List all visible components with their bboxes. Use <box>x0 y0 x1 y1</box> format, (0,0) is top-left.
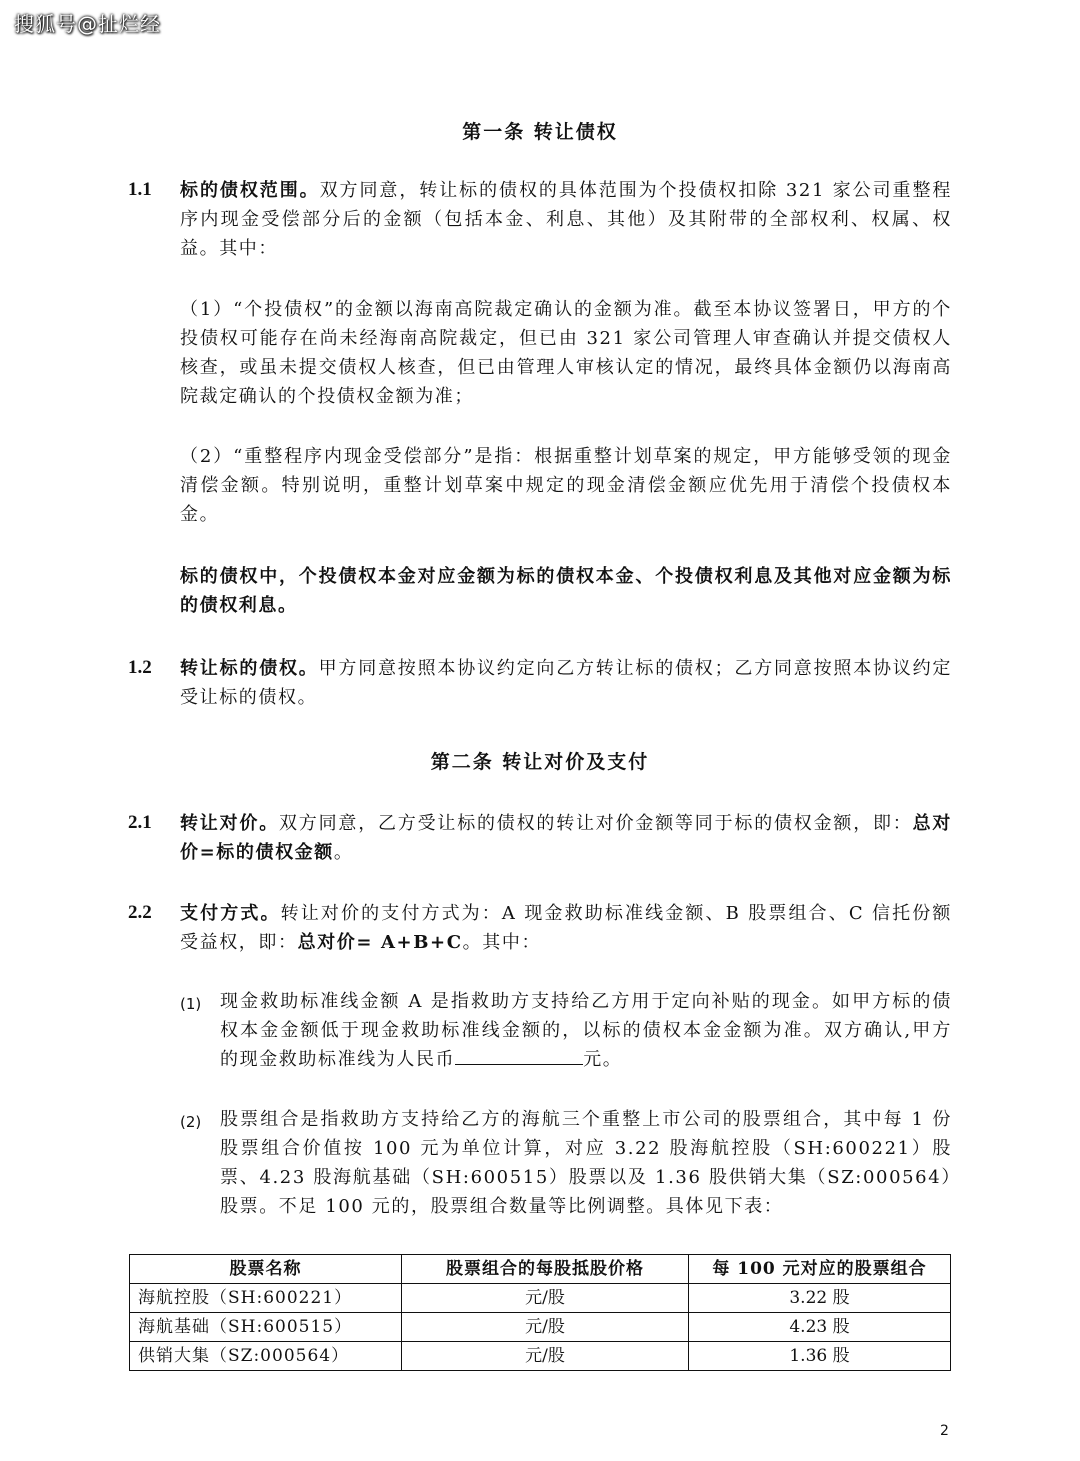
section-2-1-end: 。 <box>333 842 354 863</box>
sub-item-1-end: 元。 <box>583 1049 623 1070</box>
section-2-2-number: 2.2 <box>128 902 152 923</box>
stock-name-cell: 海航基础（SH:600515） <box>130 1313 402 1342</box>
sub-item-1-label: (1) <box>180 995 202 1013</box>
section-1-1-paragraph <box>180 176 952 263</box>
item-1-paragraph: （1）“个投债权”的金额以海南高院裁定确认的金额为准。截至本协议签署日，甲方的个投债权可能存在尚未经海南高院裁定，但已由 321 家公司管理人审查确认并提交债权人核查，或虽未提交债权人核查，但已由管理人审核认定的情况，最终具体金额仍以海南高院裁定确认的个投债权金额为准； <box>180 299 952 407</box>
stock-name-cell: 海航控股（SH:600221） <box>130 1284 402 1313</box>
sub-item-2-paragraph: 股票组合是指救助方支持给乙方的海航三个重整上市公司的股票组合，其中每 1 份股票组合价值按 100 元为单位计算，对应 3.22 股海航控股（SH:600221）股票、4.23 股海航基础（SH:600515）股票以及 1.36 股供销大集（SZ:000564）股票。不足 100 元的，股票组合数量等比例调整。具体见下表： <box>220 1109 952 1217</box>
stock-name-cell: 供销大集（SZ:000564） <box>130 1342 402 1371</box>
price-cell: 元/股 <box>402 1284 689 1313</box>
shares-cell: 4.23 股 <box>689 1313 951 1342</box>
table-row <box>130 1313 951 1342</box>
section-2-1-text: 双方同意，乙方受让标的债权的转让对价金额等同于标的债权金额，即： <box>279 813 913 834</box>
shares-cell: 1.36 股 <box>689 1342 951 1371</box>
section-2-1-lead: 转让对价。 <box>180 813 279 834</box>
section-2-2-formula: 总对价= A+B+C <box>297 932 463 953</box>
section-2-2-end: 。其中： <box>462 932 542 953</box>
bold-note-paragraph: 标的债权中，个投债权本金对应金额为标的债权本金、个投债权利息及其他对应金额为标的债权利息。 <box>180 566 952 616</box>
amount-blank-line <box>455 1046 583 1065</box>
page-number: 2 <box>940 1423 949 1439</box>
article-1-heading: 第一条 转让债权 <box>462 121 618 143</box>
section-2-1-number: 2.1 <box>128 812 152 833</box>
article-2-heading: 第二条 转让对价及支付 <box>430 751 650 773</box>
section-2-2-paragraph <box>180 899 952 957</box>
section-1-2-number: 1.2 <box>128 657 152 678</box>
section-1-2-lead: 转让标的债权。 <box>180 658 319 679</box>
section-2-2-text: 转让对价的支付方式为：A 现金救助标准线金额、B 股票组合、C 信托份额受益权，即： <box>180 903 953 953</box>
section-2-1-formula: 总对价=标的债权金额 <box>180 813 952 863</box>
table-header-row <box>130 1255 951 1284</box>
price-cell: 元/股 <box>402 1342 689 1371</box>
item-2-paragraph: （2）“重整程序内现金受偿部分”是指：根据重整计划草案的规定，甲方能够受领的现金清偿金额。特别说明，重整计划草案中规定的现金清偿金额应优先用于清偿个投债权本金。 <box>180 446 952 525</box>
sub-item-1-text: 现金救助标准线金额 A 是指救助方支持给乙方用于定向补贴的现金。如甲方标的债权本金金额低于现金救助标准线金额的，以标的债权本金金额为准。双方确认,甲方的现金救助标准线为人民币 <box>220 991 952 1070</box>
section-2-2-lead: 支付方式。 <box>180 903 281 924</box>
stock-combination-table <box>129 1254 951 1371</box>
table-row <box>130 1284 951 1313</box>
shares-cell: 3.22 股 <box>689 1284 951 1313</box>
table-header-cell: 股票名称 <box>130 1255 402 1284</box>
sub-item-2-label: (2) <box>180 1113 202 1131</box>
section-2-1-paragraph <box>180 809 952 867</box>
section-1-2-paragraph <box>180 654 952 712</box>
table-header-cell: 每 100 元对应的股票组合 <box>689 1255 951 1284</box>
sub-item-1-paragraph <box>220 987 952 1074</box>
section-1-1-lead: 标的债权范围。 <box>180 180 320 201</box>
table-header-cell: 股票组合的每股抵股价格 <box>402 1255 689 1284</box>
table-row <box>130 1342 951 1371</box>
section-1-1-number: 1.1 <box>128 179 152 200</box>
watermark-text: 搜狐号@扯烂经 <box>14 12 161 36</box>
section-1-1-text: 双方同意，转让标的债权的具体范围为个投债权扣除 321 家公司重整程序内现金受偿部分后的金额（包括本金、利息、其他）及其附带的全部权利、权属、权益。其中： <box>180 180 953 259</box>
section-1-2-text: 甲方同意按照本协议约定向乙方转让标的债权；乙方同意按照本协议约定受让标的债权。 <box>180 658 953 708</box>
price-cell: 元/股 <box>402 1313 689 1342</box>
